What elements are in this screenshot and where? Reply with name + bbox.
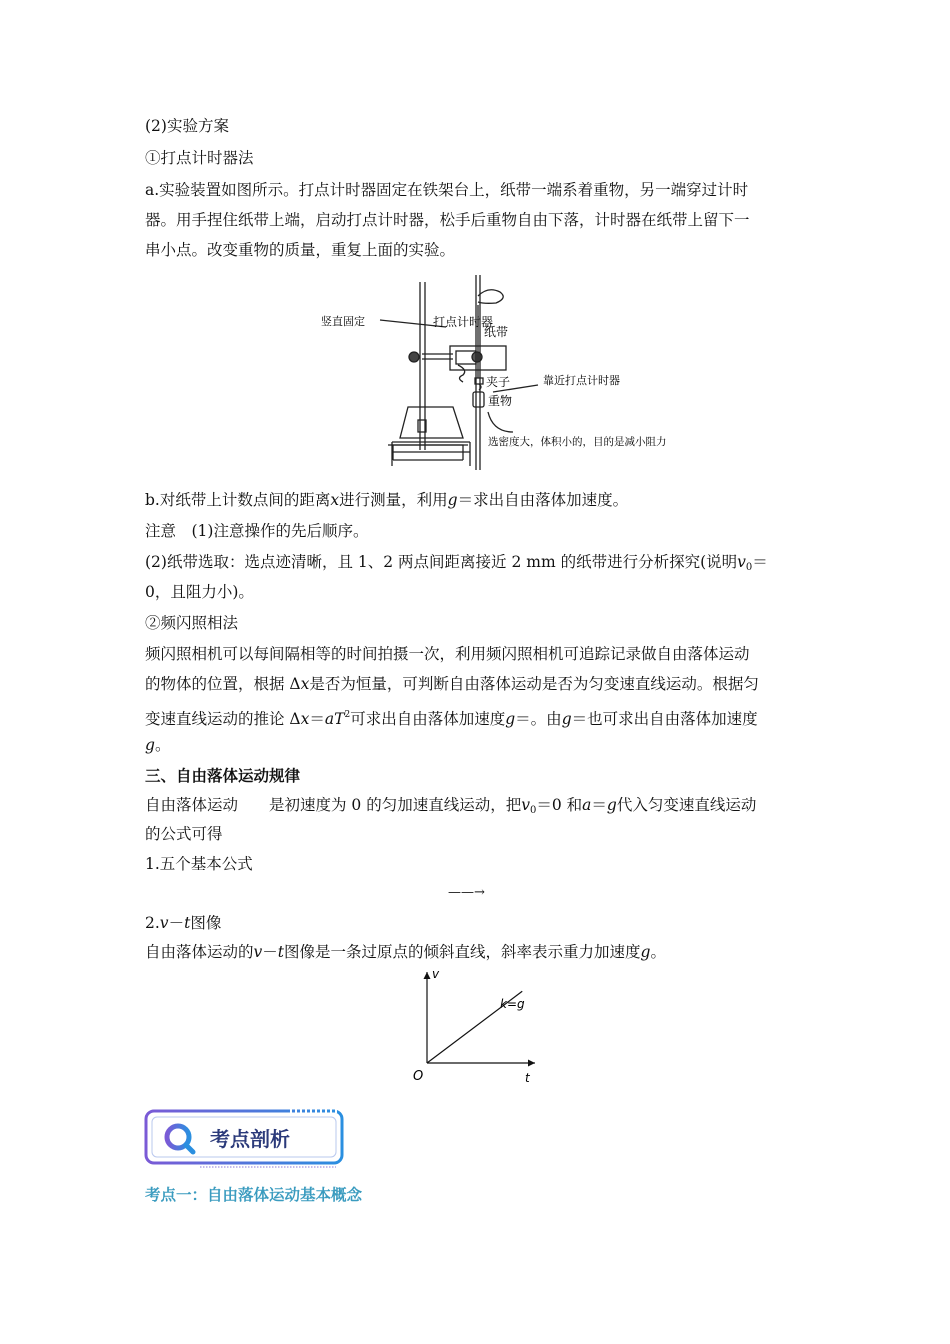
para-a-line3: 串小点。改变重物的质量，重复上面的实验。 (145, 241, 456, 259)
var-x: x (330, 491, 340, 509)
var-v: v (253, 943, 263, 961)
para-b-pre: b.对纸带上计数点间的距离 (145, 491, 331, 509)
desc-pre: 自由落体运动的 (145, 943, 254, 961)
exam-points-banner (140, 1107, 350, 1173)
var-t: t (184, 914, 191, 932)
var-t: t (277, 943, 285, 961)
note-line2 (145, 552, 768, 578)
method1-title: ①打点计时器法 (145, 149, 254, 167)
var-v0: v (737, 553, 746, 571)
var-g: g (505, 710, 516, 728)
banner-title: 考点剖析 (210, 1127, 290, 1151)
var-x: x (300, 675, 310, 693)
label-tape: 纸带 (484, 325, 509, 339)
m2-line2-post: 是否为恒量，可判断自由落体运动是否为匀变速直线运动。根据匀 (309, 675, 759, 693)
s3-p1-post: 代入匀变速直线运动 (616, 796, 757, 814)
vt-chart (405, 966, 545, 1091)
desc-post: 图像是一条过原点的倾斜直线，斜率表示重力加速度 (284, 943, 641, 961)
m2-line4-end: 。 (154, 736, 171, 754)
note-line3: 0，且阻力小)。 (145, 583, 254, 601)
origin-label: O (413, 1069, 424, 1084)
para-a-line2: 器。用手捏住纸带上端，启动打点计时器，松手后重物自由下落，计时器在纸带上留下一 (145, 211, 750, 229)
label-near-timer: 靠近打点计时器 (543, 374, 620, 387)
note-eq: ＝ (752, 553, 768, 571)
var-a: a (582, 796, 592, 814)
section-heading: (2)实验方案 (145, 117, 229, 135)
s3-p1-pre: 自由落体运动 是初速度为 0 的匀加速直线运动，把 (145, 796, 522, 814)
y-axis-label: v (432, 967, 440, 981)
var-v: v (159, 914, 169, 932)
var-g: g (606, 796, 617, 814)
label-timer-text: 打点计时器 (433, 315, 494, 329)
m2-line2 (145, 674, 759, 694)
desc-end: 。 (650, 943, 666, 961)
s3-para1 (145, 795, 756, 821)
label-vertical-fixed: 竖直固定 (321, 315, 365, 328)
section3-heading: 三、自由落体运动规律 (145, 767, 301, 785)
s3-p1-mid: ＝0 和 (536, 796, 583, 814)
var-g: g (447, 491, 458, 509)
para-a-line1: a.实验装置如图所示。打点计时器固定在铁架台上，纸带一端系着重物，另一端穿过计时 (145, 181, 749, 199)
note-line1: 注意 (1)注意操作的先后顺序。 (145, 522, 369, 540)
para-b-mid: 进行测量，利用 (339, 491, 448, 509)
m2-line4 (145, 735, 170, 755)
s3-p1-eq: ＝ (591, 796, 607, 814)
var-v0: v (521, 796, 530, 814)
var-aT: aT (324, 710, 345, 728)
m2-line3-mid2: ＝。由 (515, 710, 562, 728)
item2 (145, 913, 221, 933)
item1: 1.五个基本公式 (145, 855, 253, 873)
para-b-post: ＝求出自由落体加速度。 (457, 491, 629, 509)
var-v0-sub: 0 (529, 805, 537, 816)
var-g: g (145, 736, 155, 754)
label-note: 选密度大，体积小的，目的是减小阻力 (488, 436, 667, 448)
var-x: x (300, 710, 310, 728)
slope-annotation: k=g (500, 997, 525, 1011)
m2-line3-eq: ＝ (309, 710, 325, 728)
label-clip: 夹子 (486, 375, 511, 389)
item2-dash: － (168, 914, 185, 932)
x-axis-label: t (525, 1071, 530, 1085)
s3-para2: 的公式可得 (145, 825, 223, 843)
note-line2-pre: (2)纸带选取：选点迹清晰，且 1、2 两点间距离接近 2 mm 的纸带进行分析探究(说明 (145, 553, 738, 571)
var-aT-sup: 2 (344, 710, 351, 720)
para-b (145, 490, 628, 510)
var-g: g (561, 710, 572, 728)
item2-post: 图像 (190, 914, 222, 932)
topic1-heading: 考点一：自由落体运动基本概念 (145, 1186, 363, 1204)
label-weight: 重物 (488, 394, 513, 408)
m2-line3-pre: 变速直线运动的推论 Δ (145, 710, 301, 728)
method2-title: ②频闪照相法 (145, 614, 239, 632)
var-v0-sub: 0 (745, 562, 753, 573)
arrow: ——→ (448, 885, 485, 900)
m2-line3 (145, 705, 758, 729)
vt-description (145, 942, 666, 962)
apparatus-figure (318, 270, 667, 470)
desc-dash: － (262, 943, 278, 961)
m2-line3-mid: 可求出自由落体加速度 (350, 710, 506, 728)
var-g: g (640, 943, 651, 961)
m2-line1: 频闪照相机可以每间隔相等的时间拍摄一次，利用频闪照相机可追踪记录做自由落体运动 (145, 645, 750, 663)
m2-line3-post: ＝也可求出自由落体加速度 (571, 710, 758, 728)
m2-line2-pre: 的物体的位置，根据 Δ (145, 675, 301, 693)
item2-pre: 2. (145, 914, 160, 932)
